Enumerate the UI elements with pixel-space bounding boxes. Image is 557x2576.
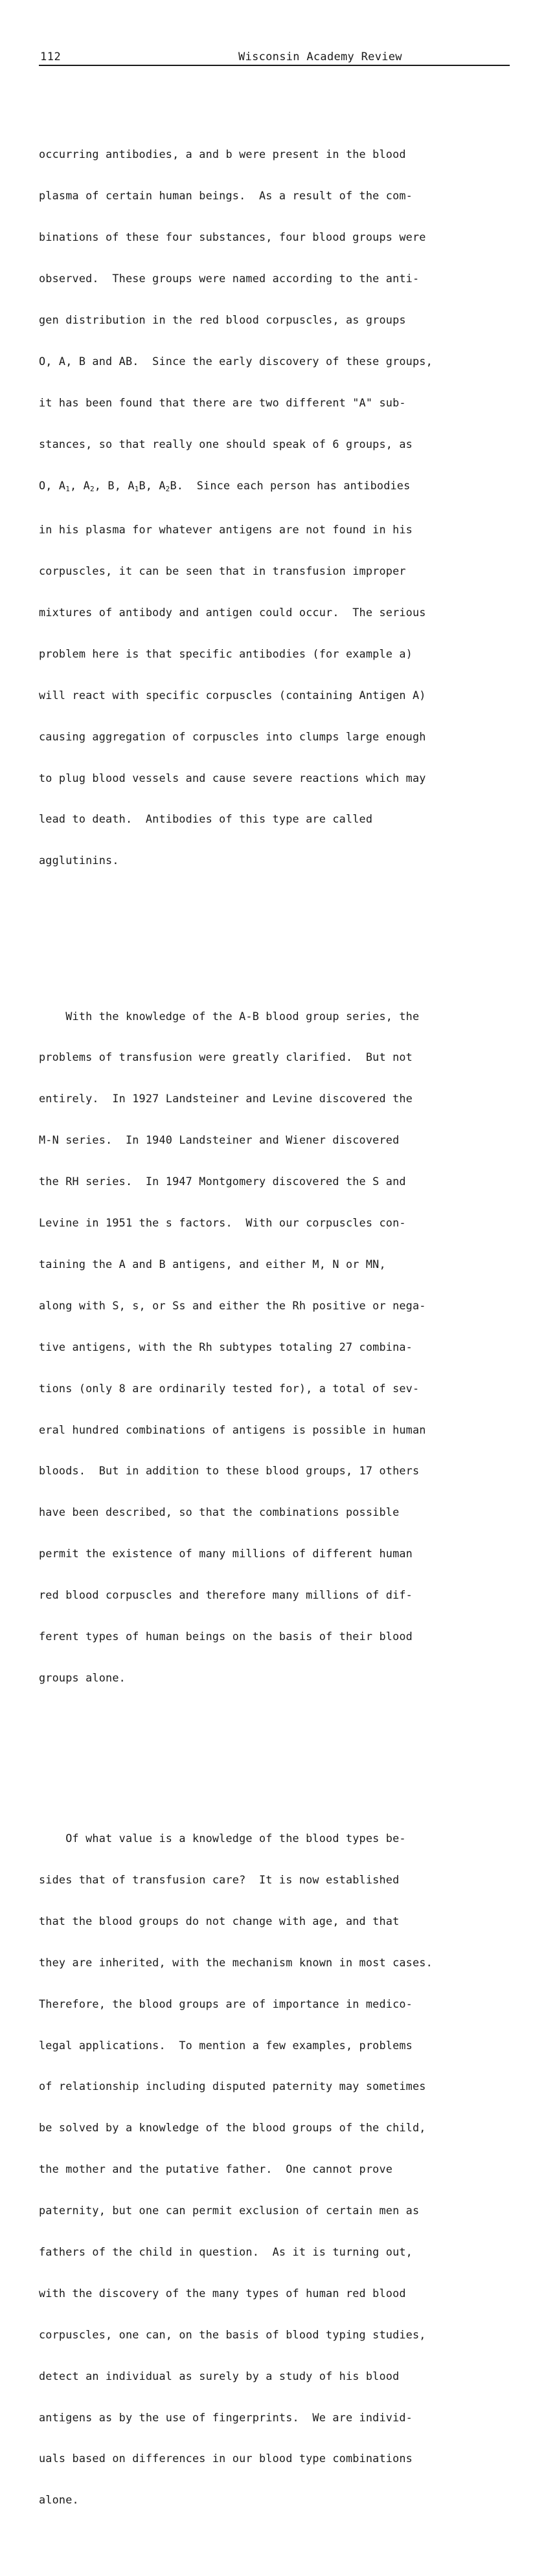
paragraph-1 (39, 120, 531, 895)
text-line: gen distribution in the red blood corpuscles, as groups (39, 313, 406, 327)
formula-text: , B, A (94, 478, 135, 492)
text-line: tive antigens, with the Rh subtypes totaling 27 combina- (39, 1340, 413, 1353)
text-line: taining the A and B antigens, and either M, N or MN, (39, 1257, 386, 1271)
text-line: antigens as by the use of fingerprints. We are individ- (39, 2410, 413, 2424)
text-line: have been described, so that the combinations possible (39, 1505, 400, 1519)
text-line: problem here is that specific antibodies (for example a) (39, 647, 413, 660)
text-line: Therefore, the blood groups are of importance in medico- (39, 1997, 413, 2010)
text-line: fathers of the child in question. As it is turning out, (39, 2245, 413, 2259)
text-line: causing aggregation of corpuscles into clumps large enough (39, 729, 426, 743)
text-line: sides that of transfusion care? It is now established (39, 1873, 400, 1886)
paragraph-gap (39, 937, 531, 940)
text-line: with the discovery of the many types of human red blood (39, 2286, 406, 2300)
text-line: lead to death. Antibodies of this type are called (39, 812, 373, 826)
formula-text: B, A (139, 478, 166, 492)
formula-text: O, A (39, 478, 66, 492)
text-line: it has been found that there are two different "A" sub- (39, 395, 406, 409)
text-line: to plug blood vessels and cause severe reactions which may (39, 771, 426, 784)
text-line: mixtures of antibody and antigen could occur. The serious (39, 605, 426, 619)
text-line: observed. These groups were named according to the anti- (39, 272, 420, 285)
text-line: plasma of certain human beings. As a result of the com- (39, 189, 413, 203)
text-line: be solved by a knowledge of the blood groups of the child, (39, 2121, 426, 2135)
blood-group-formula-line (39, 479, 531, 496)
text-line: stances, so that really one should speak of 6 groups, as (39, 437, 413, 450)
text-line: binations of these four substances, four blood groups were (39, 230, 426, 244)
text-line: tions (only 8 are ordinarily tested for), a total of sev- (39, 1381, 420, 1395)
running-title: Wisconsin Academy Review (238, 50, 402, 63)
text-line: eral hundred combinations of antigens is possible in human (39, 1423, 426, 1436)
formula-subscript: 2 (89, 484, 95, 493)
text-line: agglutinins. (39, 854, 119, 867)
text-line: occurring antibodies, a and b were present in the blood (39, 148, 406, 161)
text-line: bloods. But in addition to these blood groups, 17 others (39, 1464, 420, 1478)
formula-subscript: 2 (165, 484, 170, 493)
page-header (39, 49, 509, 65)
text-line: red blood corpuscles and therefore many millions of dif- (39, 1588, 413, 1602)
text-line: groups alone. (39, 1671, 126, 1684)
text-line: paternity, but one can permit exclusion of certain men as (39, 2204, 420, 2217)
text-line: permit the existence of many millions of different human (39, 1547, 413, 1560)
text-line: that the blood groups do not change with age, and that (39, 1914, 400, 1927)
text-line: M-N series. In 1940 Landsteiner and Wiener discovered (39, 1133, 400, 1147)
text-line: O, A, B and AB. Since the early discovery of these groups, (39, 354, 433, 368)
text-line: corpuscles, one can, on the basis of blood typing studies, (39, 2327, 426, 2341)
text-line: Of what value is a knowledge of the blood types be- (39, 1832, 406, 1845)
text-line: corpuscles, it can be seen that in transfusion improper (39, 564, 406, 578)
formula-subscript: 1 (134, 484, 139, 493)
text-line: will react with specific corpuscles (containing Antigen A) (39, 688, 426, 702)
text-line: of relationship including disputed paternity may sometimes (39, 2080, 426, 2093)
text-line: uals based on differences in our blood type combinations (39, 2452, 413, 2465)
text-line: entirely. In 1927 Landsteiner and Levine discovered the (39, 1092, 413, 1105)
formula-subscript: 1 (65, 484, 71, 493)
paragraph-2 (39, 982, 531, 1713)
formula-text: , A (70, 478, 90, 492)
text-line: Levine in 1951 the s factors. With our corpuscles con- (39, 1216, 406, 1230)
text-line: problems of transfusion were greatly clarified. But not (39, 1050, 413, 1064)
header-rule (39, 65, 510, 66)
paragraph-gap (39, 1754, 531, 1763)
text-line: the RH series. In 1947 Montgomery discovered the S and (39, 1175, 406, 1188)
paragraph-3 (39, 1804, 531, 2535)
text-line: in his plasma for whatever antigens are not found in his (39, 523, 413, 537)
text-line: legal applications. To mention a few examples, problems (39, 2038, 413, 2052)
text-line: With the knowledge of the A-B blood group series, the (39, 1009, 420, 1023)
text-line: they are inherited, with the mechanism known in most cases. (39, 1955, 433, 1969)
text-line: the mother and the putative father. One cannot prove (39, 2162, 393, 2176)
formula-text: B. Since each person has antibodies (170, 478, 411, 492)
text-line: along with S, s, or Ss and either the Rh positive or nega- (39, 1298, 426, 1312)
text-line: alone. (39, 2493, 79, 2507)
text-line: ferent types of human beings on the basis of their blood (39, 1629, 413, 1643)
body-text (39, 79, 531, 2576)
text-line: detect an individual as surely by a study of his blood (39, 2369, 400, 2382)
page-number: 112 (40, 50, 62, 63)
